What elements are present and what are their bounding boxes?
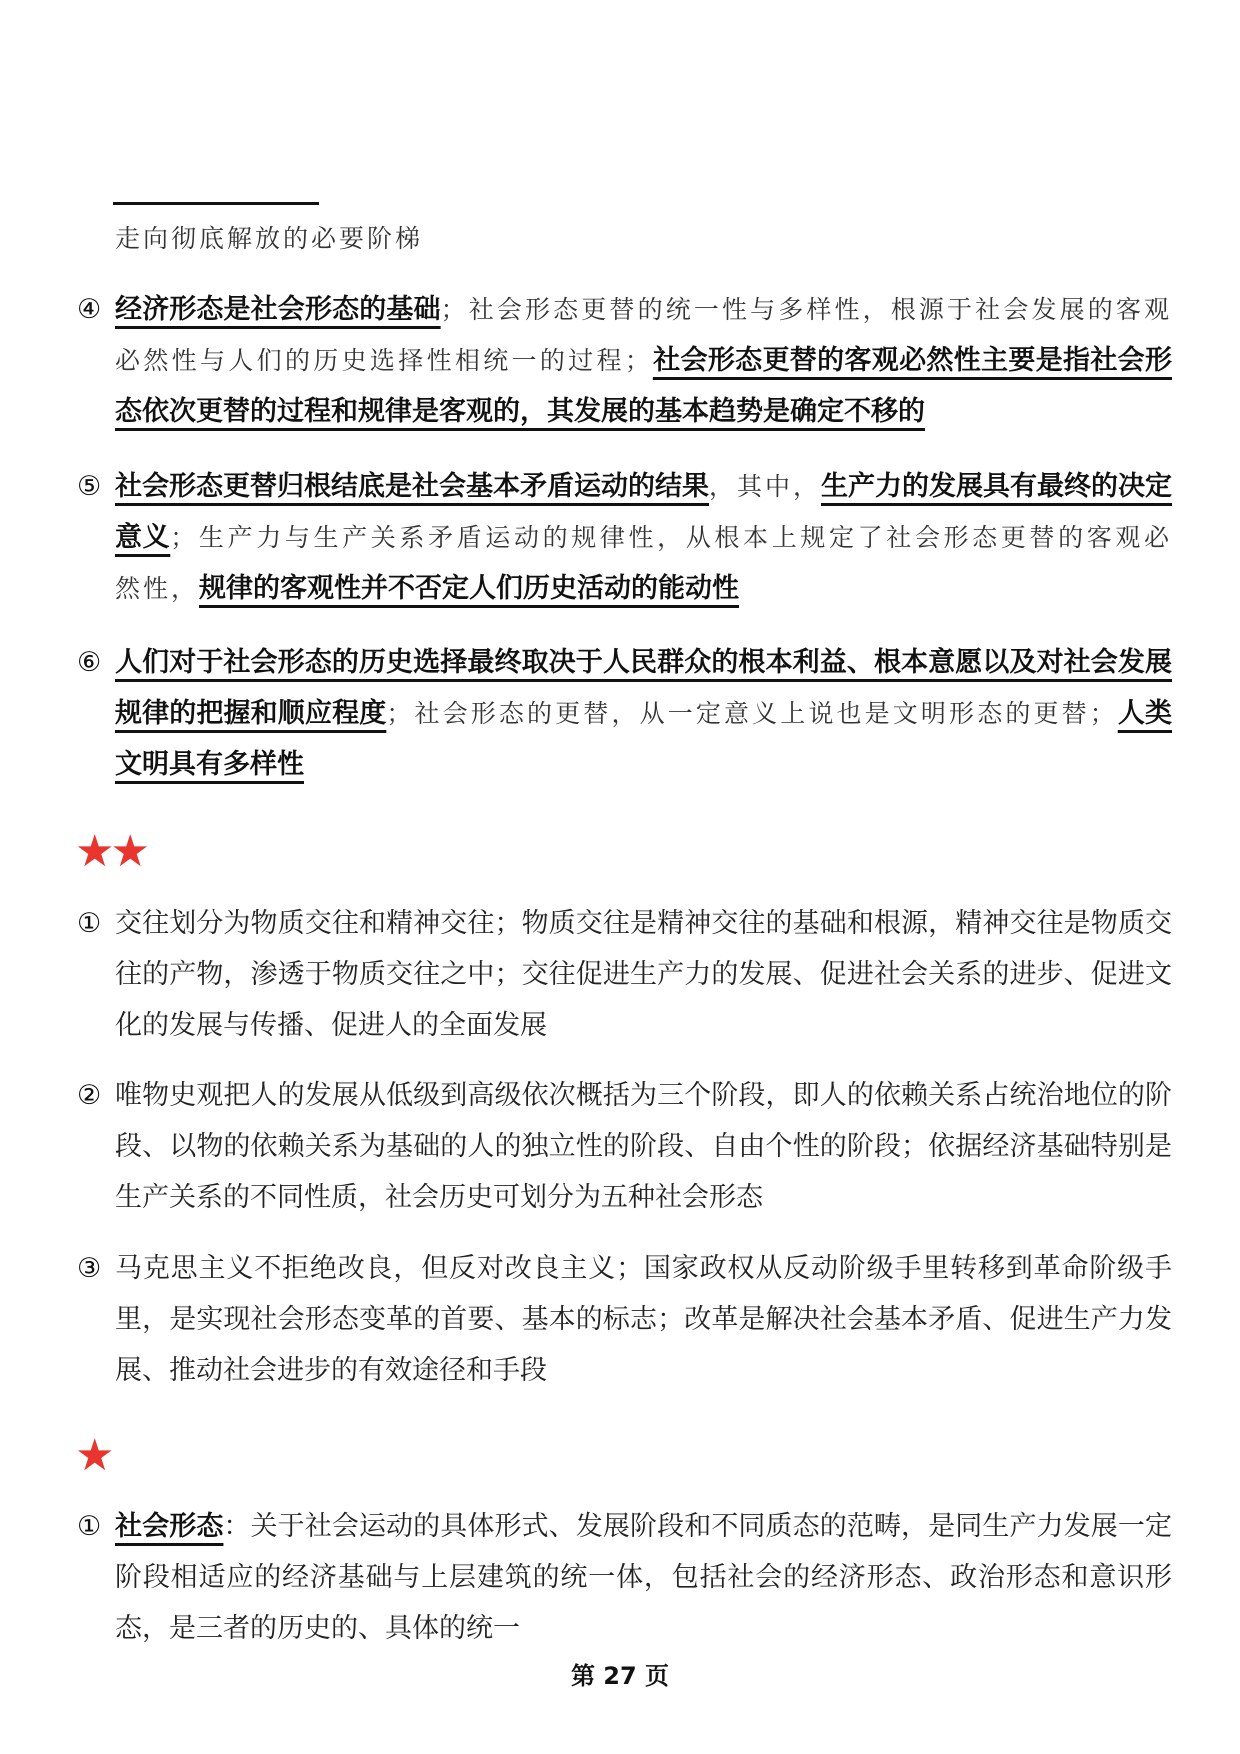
item-body: [115, 284, 1172, 437]
item-number: ⑥: [77, 647, 102, 678]
key-point-text: 社会形态更替归根结底是社会基本矛盾运动的结果: [115, 471, 709, 502]
divider-rule: [113, 202, 319, 205]
item-number: ②: [77, 1080, 102, 1111]
list-item: [77, 898, 1172, 1051]
key-point-text: 社会形态更替的客观必然性主要是指社会形态依次更替的过程和规律是客观的，其发展的基本趋势是确定不移的: [115, 345, 1172, 427]
continuation-text: 走向彻底解放的必要阶梯: [115, 224, 424, 253]
list-item: [77, 1243, 1172, 1396]
item-number: ⑤: [77, 471, 102, 502]
list-item: [77, 284, 1172, 437]
item-number: ①: [77, 1511, 102, 1542]
body-text: ；社会形态更替的统一性与多样性，根源于社会发展的客观必然性与人们的历史选择性相统一的过程；: [115, 295, 1172, 375]
item-number: ④: [77, 294, 102, 325]
page-number: 第 27 页: [570, 1662, 670, 1690]
list-item: [77, 1501, 1172, 1654]
importance-stars: ★★: [75, 826, 146, 877]
body-text: 交往划分为物质交往和精神交往；物质交往是精神交往的基础和根源，精神交往是物质交往的产物，渗透于物质交往之中；交往促进生产力的发展、促进社会关系的进步、促进文化的发展与传播、促进人的全面发展: [115, 908, 1172, 1041]
body-text: ；生产力与生产关系矛盾运动的规律性，从根本上规定了社会形态更替的客观必然性，: [115, 523, 1172, 603]
key-point-text: 社会形态: [115, 1511, 224, 1542]
key-point-text: 人类文明具有多样性: [115, 698, 1173, 780]
list-item: [77, 637, 1172, 790]
key-point-text: 人们对于社会形态的历史选择最终取决于人民群众的根本利益、根本意愿以及对社会发展规律的把握和顺应程度: [115, 647, 1172, 729]
item-number: ③: [77, 1253, 102, 1284]
item-body: [115, 1501, 1172, 1654]
key-point-text: 生产力的发展具有最终的决定意义: [115, 471, 1173, 553]
item-body: [115, 1243, 1172, 1396]
item-number: ①: [77, 908, 102, 939]
body-text: 马克思主义不拒绝改良，但反对改良主义；国家政权从反动阶级手里转移到革命阶级手里，是实现社会形态变革的首要、基本的标志；改革是解决社会基本矛盾、促进生产力发展、推动社会进步的有效途径和手段: [115, 1253, 1172, 1386]
body-text: 唯物史观把人的发展从低级到高级依次概括为三个阶段，即人的依赖关系占统治地位的阶段、以物的依赖关系为基础的人的独立性的阶段、自由个性的阶段；依据经济基础特别是生产关系的不同性质，社会历史可划分为五种社会形态: [115, 1080, 1172, 1213]
body-text: ：关于社会运动的具体形式、发展阶段和不同质态的范畴，是同生产力发展一定阶段相适应的经济基础与上层建筑的统一体，包括社会的经济形态、政治形态和意识形态，是三者的历史的、具体的统一: [115, 1511, 1172, 1644]
importance-stars: ★: [75, 1430, 111, 1481]
body-text: ；社会形态的更替，从一定意义上说也是文明形态的更替；: [386, 699, 1118, 728]
list-item: [77, 1070, 1172, 1223]
item-body: [115, 461, 1172, 614]
key-point-text: 经济形态是社会形态的基础: [115, 294, 441, 325]
item-body: [115, 898, 1172, 1051]
list-item: [77, 461, 1172, 614]
body-text: ，其中，: [709, 472, 822, 501]
key-point-text: 规律的客观性并不否定人们历史活动的能动性: [199, 573, 740, 604]
item-body: [115, 1070, 1172, 1223]
item-body: [115, 637, 1172, 790]
